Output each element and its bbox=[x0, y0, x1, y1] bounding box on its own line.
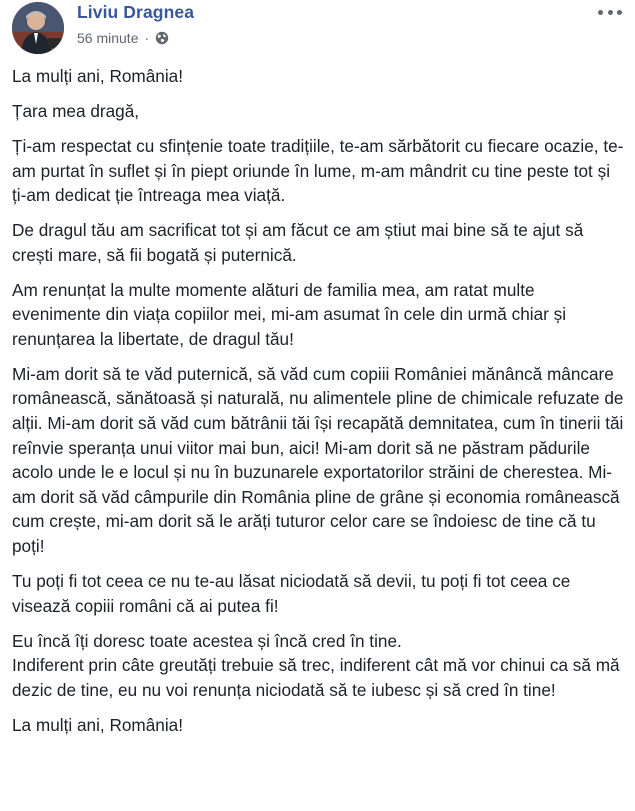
avatar[interactable] bbox=[12, 2, 64, 54]
paragraph: Indiferent prin câte greutăți trebuie să trec, indiferent cât mă vor chinui ca să mă dezic de tine, eu nu voi renunța niciodată să te iubesc și să cred în tine! bbox=[12, 655, 620, 700]
paragraph: Eu încă îți doresc toate acestea și încă cred în tine. bbox=[12, 630, 402, 651]
author-name[interactable]: Liviu Dragnea bbox=[77, 2, 195, 22]
paragraph: La mulți ani, România! bbox=[12, 66, 184, 86]
post-meta bbox=[77, 30, 169, 46]
paragraph: La mulți ani, România! bbox=[12, 714, 184, 735]
post-text bbox=[12, 64, 624, 748]
paragraph: Mi-am dorit să te văd puternică, să văd cum copiii României mănâncă mâncare românească, sănătoasă și naturală, nu alimentele pline de chimicale refuzate de alții. Mi-am dorit să văd cum bătrânii tăi își recapătă demnitatea, cum în tinerii tăi reînvie speranța unui viitor mai bun, aici! Mi-am dorit să ne păstram pădurile acolo unde le e locul și nu în buzunarele exportatorilor străini de cherestea. Mi-am dorit să văd câmpurile din România pline de grâne și economia românească cum crește, mi-am dorit să le arăți tuturor celor care se îndoiesc de tine că tu poți! bbox=[12, 363, 624, 557]
more-options-icon[interactable] bbox=[598, 5, 622, 19]
timestamp[interactable]: 56 minute bbox=[77, 30, 139, 46]
paragraph: Tu poți fi tot ceea ce nu te-au lăsat niciodată să devii, tu poți fi tot ceea ce visează copiii români că ai putea fi! bbox=[12, 571, 571, 616]
paragraph: Ți-am respectat cu sfințenie toate tradițiile, te-am sărbătorit cu fiecare ocazie, te-am purtat în suflet și în piept oriunde în lume, m-am mândrit cu tine peste tot și ți-am dedicat ție întreaga mea viață. bbox=[12, 135, 624, 206]
paragraph: Am renunțat la multe momente alături de familia mea, am ratat multe evenimente din viața copiilor mei, mi-am asumat în cele din urmă chiar și renunțarea la libertate, de dragul tău! bbox=[12, 279, 567, 349]
paragraph: Țara mea dragă, bbox=[12, 100, 140, 121]
post-header bbox=[12, 2, 635, 54]
separator: · bbox=[144, 30, 150, 46]
globe-icon[interactable] bbox=[155, 31, 169, 45]
paragraph: De dragul tău am sacrificat tot și am făcut ce am știut mai bine să te ajut să crești mare, să fii bogată și puternică. bbox=[12, 220, 584, 265]
